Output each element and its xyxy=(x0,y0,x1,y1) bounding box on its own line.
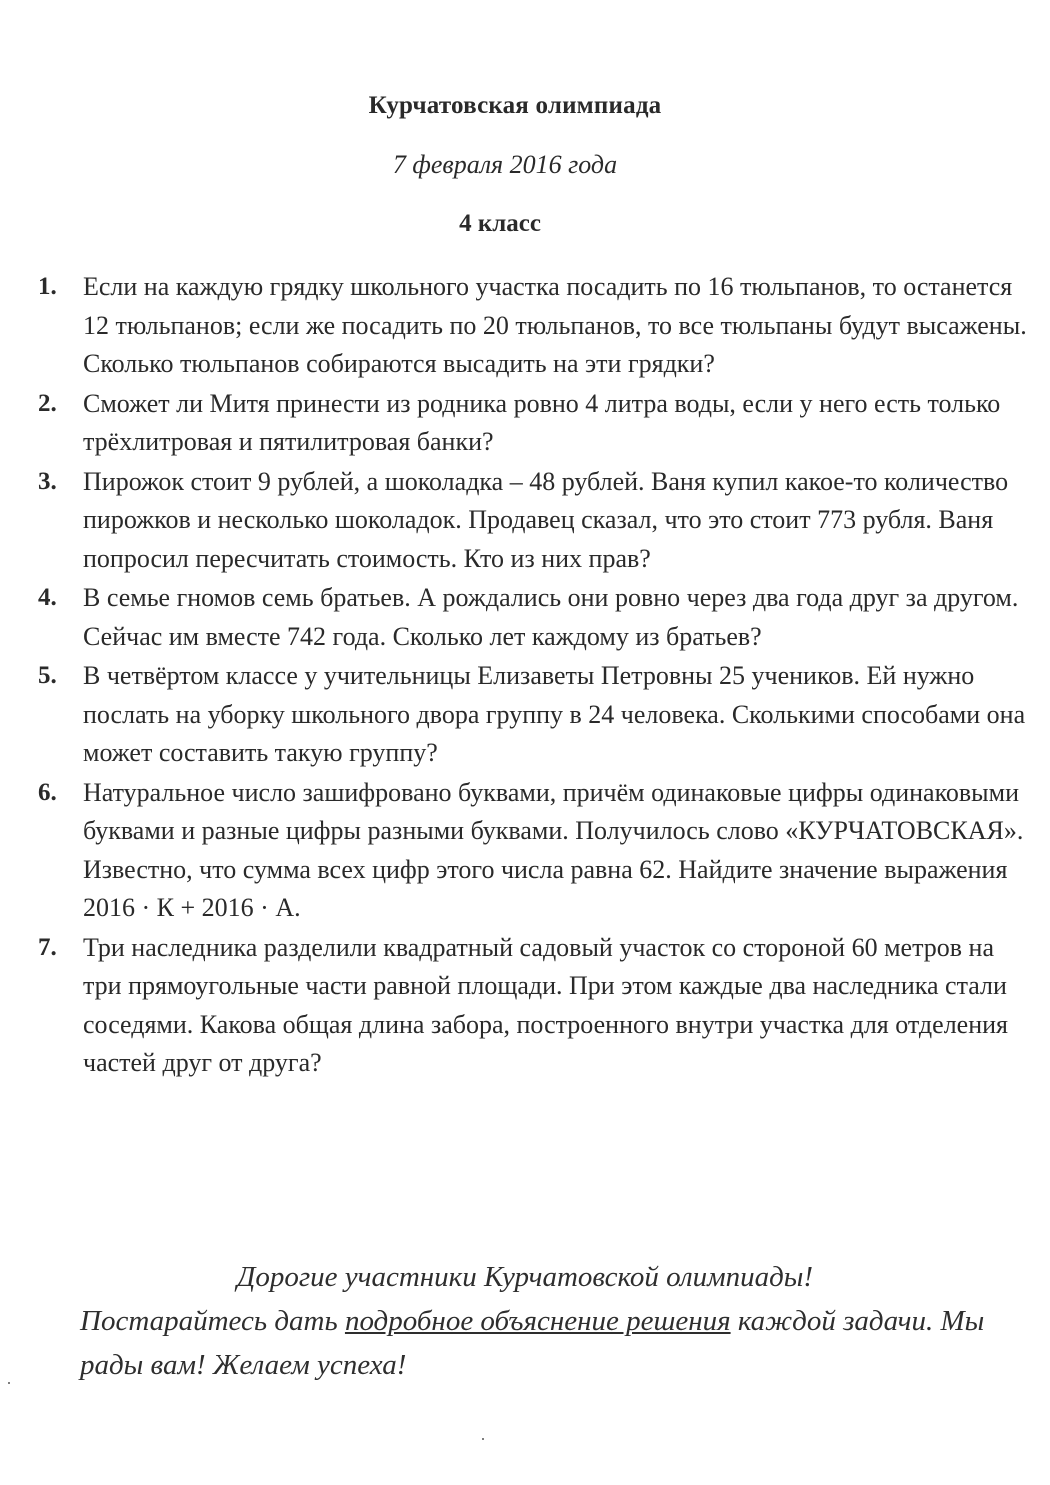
problem-item xyxy=(38,579,1028,656)
problem-item xyxy=(38,929,1028,1083)
problem-text: В четвёртом классе у учительницы Елизаветы Петровны 25 учеников. Ей нужно послать на уборку школьного двора группу в 24 человека. Сколькими способами она может составить такую группу? xyxy=(83,661,1026,767)
problem-number: 7. xyxy=(38,933,57,961)
closing-instruction-end: каждой задачи. Мы рады вам! Желаем успеха! xyxy=(80,1305,985,1381)
problem-item xyxy=(38,268,1028,384)
problem-text: Если на каждую грядку школьного участка посадить по 16 тюльпанов, то останется 12 тюльпанов; если же посадить по 20 тюльпанов, то все тюльпаны будут высажены. Сколько тюльпанов собираются высадить на эти грядки? xyxy=(83,272,1027,378)
problem-number: 3. xyxy=(38,467,57,495)
grade-heading: 4 класс xyxy=(459,210,541,237)
document-date: 7 февраля 2016 года xyxy=(392,150,618,179)
scan-speck xyxy=(8,1382,10,1384)
problem-text: Натуральное число зашифровано буквами, причём одинаковые цифры одинаковыми буквами и разные цифры разными буквами. Получилось слово «КУРЧАТОВСКАЯ». Известно, что сумма всех цифр этого числа равна 62. Найдите значение выражения 2016 · К + 2016 · А. xyxy=(83,777,1024,922)
problem-number: 4. xyxy=(38,584,57,611)
document-title: Курчатовская олимпиада xyxy=(368,92,662,119)
problem-item xyxy=(38,463,1028,579)
problem-text: В семье гномов семь братьев. А рождались они ровно через два года друг за другом. Сейчас им вместе 742 года. Сколько лет каждому из братьев? xyxy=(83,583,1019,651)
problem-item xyxy=(38,385,1028,462)
problem-text: Пирожок стоит 9 рублей, а шоколадка – 48 рублей. Ваня купил какое-то количество пирожков и несколько шоколадок. Продавец сказал, что это стоит 773 рубля. Ваня попросил пересчитать стоимость. Кто из них прав? xyxy=(83,466,1009,573)
problem-list xyxy=(38,268,1028,1084)
problem-text: Три наследника разделили квадратный садовый участок со стороной 60 метров на три прямоугольные части равной площади. При этом каждые два наследника стали соседями. Какова общая длина забора, построенного внутри участка для отделения частей друг от друга? xyxy=(83,932,1008,1077)
problem-number: 1. xyxy=(38,273,57,300)
scan-speck xyxy=(482,1438,484,1440)
closing-instruction-start: Постарайтесь дать xyxy=(80,1305,345,1337)
problem-item xyxy=(38,774,1028,928)
closing-instruction-emphasis: подробное объяснение решения xyxy=(344,1305,731,1337)
problem-text: Сможет ли Митя принести из родника ровно 4 литра воды, если у него есть только трёхлитровая и пятилитровая банки? xyxy=(83,388,1001,456)
closing-greeting: Дорогие участники Курчатовской олимпиады! xyxy=(236,1261,814,1293)
closing-message xyxy=(80,1255,1000,1387)
problem-number: 6. xyxy=(38,778,57,806)
problem-number: 5. xyxy=(38,662,57,689)
problem-number: 2. xyxy=(38,389,57,417)
problem-item xyxy=(38,657,1028,773)
